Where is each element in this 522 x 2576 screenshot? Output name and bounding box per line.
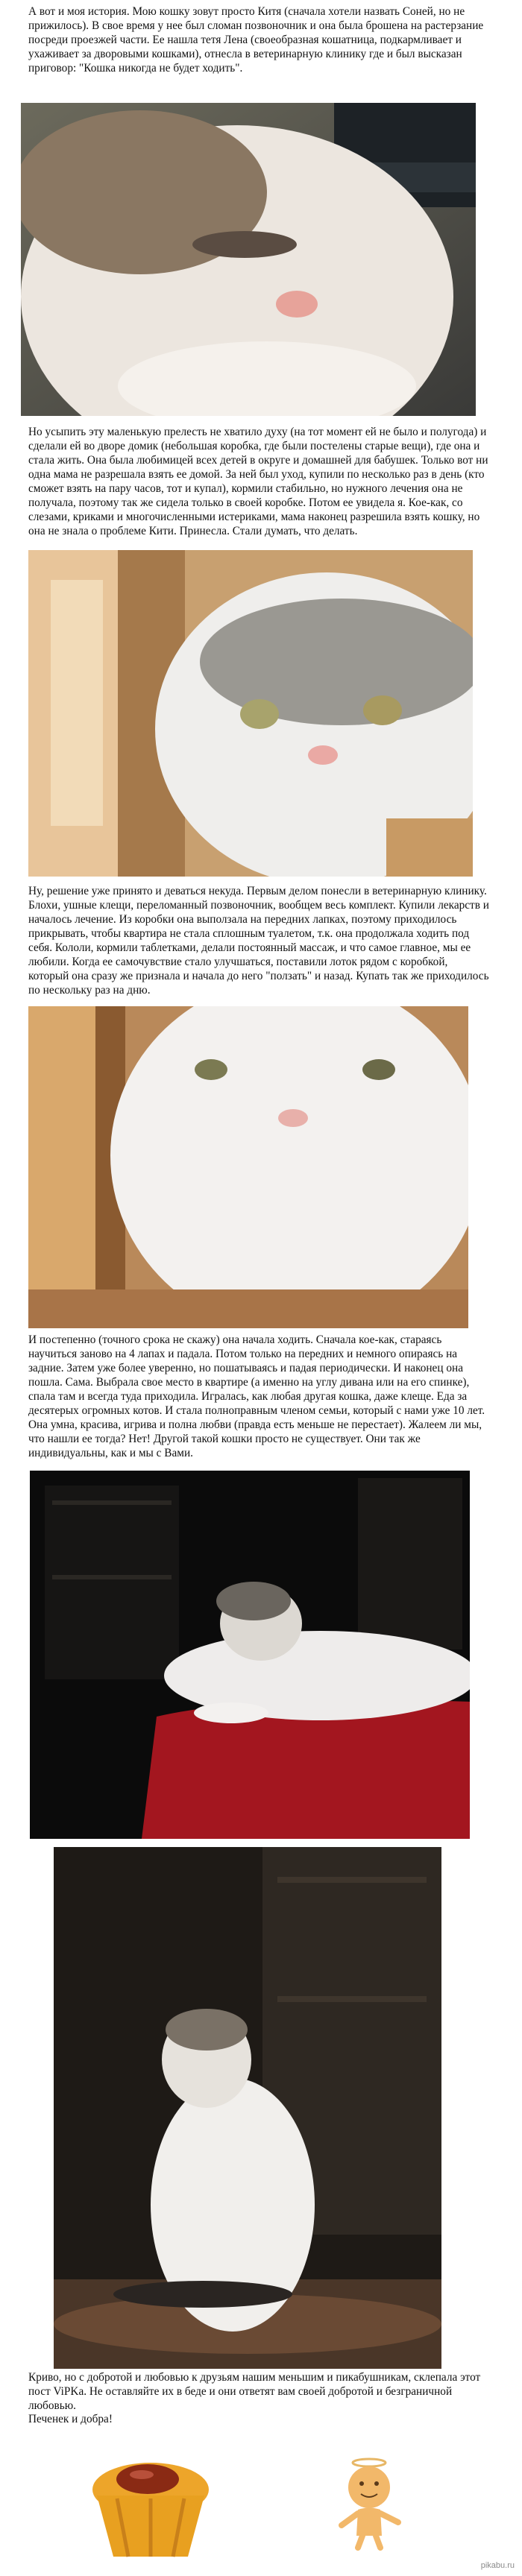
story-paragraph-3: Ну, решение уже принято и деваться некуда. Первым делом понесли в ветеринарную клинику. Блохи, ушные клещи, переломанный позвоночник, вообщем весь комплект. Купили лекарств и началось лечение. Из коробки она выползала на передних лапках, поэтому приходилось прикрывать, чтобы квартира не стала сплошным туалетом, т.к. она продолжала ходить под себя. Кололи, кормили таблетками, делали постоянный массаж, и что самое главное, мы ее любили. Когда ее самочувствие стало улучшаться, поставили лоток рядом с коробкой, который она сразу же признала и начала до него "ползать" и назад. Купать так же приходилось по нескольку раз на дню. (28, 885, 489, 997)
story-paragraph-4: И постепенно (точного срока не скажу) она начала ходить. Сначала кое-как, стараясь научиться заново на 4 лапах и падала. Потом только на передних и немного опираясь на задние. Затем уже более уверенно, но пошатываясь и падая периодически. И наконец она пошла. Сама. Выбрала свое место в квартире (а именно на углу дивана или на его спинке), спала там и всегда туда приходила. Игралась, как любая другая кошка, даже клеще. Еда за десятерых огромных котов. И стала полноправным членом семьи, который с нами уже 10 лет. Она умна, красива, игрива и полна любви (правда есть меньше не перестает). Жалеем ли мы, что нашли ее тогда? Нет! Другой такой кошки просто не существует. Они так же индивидуальны, как и мы с Вами. (28, 1333, 485, 1459)
site-watermark: pikabu.ru (480, 2561, 515, 2570)
cat-photo-face (28, 1006, 468, 1328)
cupcake-illustration (84, 2454, 218, 2563)
cat-photo-laptop (21, 103, 476, 416)
cat-photo-couch (30, 1471, 470, 1839)
closing-line: Печенек и добра! (28, 2413, 113, 2425)
cat-photo-window (28, 550, 473, 877)
story-paragraph-5: Криво, но с добротой и любовью к друзьям нашим меньшим и пикабушникам, склепала этот пост ViPKa. Не оставляйте их в беде и они ответят вам своей добротой и безграничной любовью. (28, 2371, 481, 2412)
cookie-character-illustration (328, 2454, 410, 2551)
story-paragraph-2: Но усыпить эту маленькую прелесть не хватило духу (на тот момент ей не было и полугода) и сделали ей во дворе домик (небольшая коробка, где были постелены старые вещи), где она и стала жить. Она была любимицей всех детей в округе и домашней для бабушек. Только вот ни одна мама не разрешала взять ее домой. За ней был уход, купили по несколько раз в день (кто сможет взять на пару часов, тот и купал), кормили стабильно, но нужного лечения она не получала, поэтому так же сидела только в своей коробке. Потом ее увидела я. Кое-как, со слезами, криками и многочисленными истериками, мама наконец разрешила взять кошку, но она не знала о проблеме Кити. Принесла. Стали думать, что делать. (28, 426, 488, 537)
cat-photo-sitting (54, 1847, 441, 2369)
story-paragraph-1: А вот и моя история. Мою кошку зовут просто Китя (сначала хотели назвать Соней, но не прижилось). В свое время у нее был сломан позвоночник и она была брошена на растерзание посреди проезжей части. Ее нашла тетя Лена (своеобразная кошатница, подкармливает и ухаживает за дворовыми кошками), отнесла в ветеринарную клинику где и был высказан приговор: "Кошка никогда не будет ходить". (28, 5, 484, 75)
